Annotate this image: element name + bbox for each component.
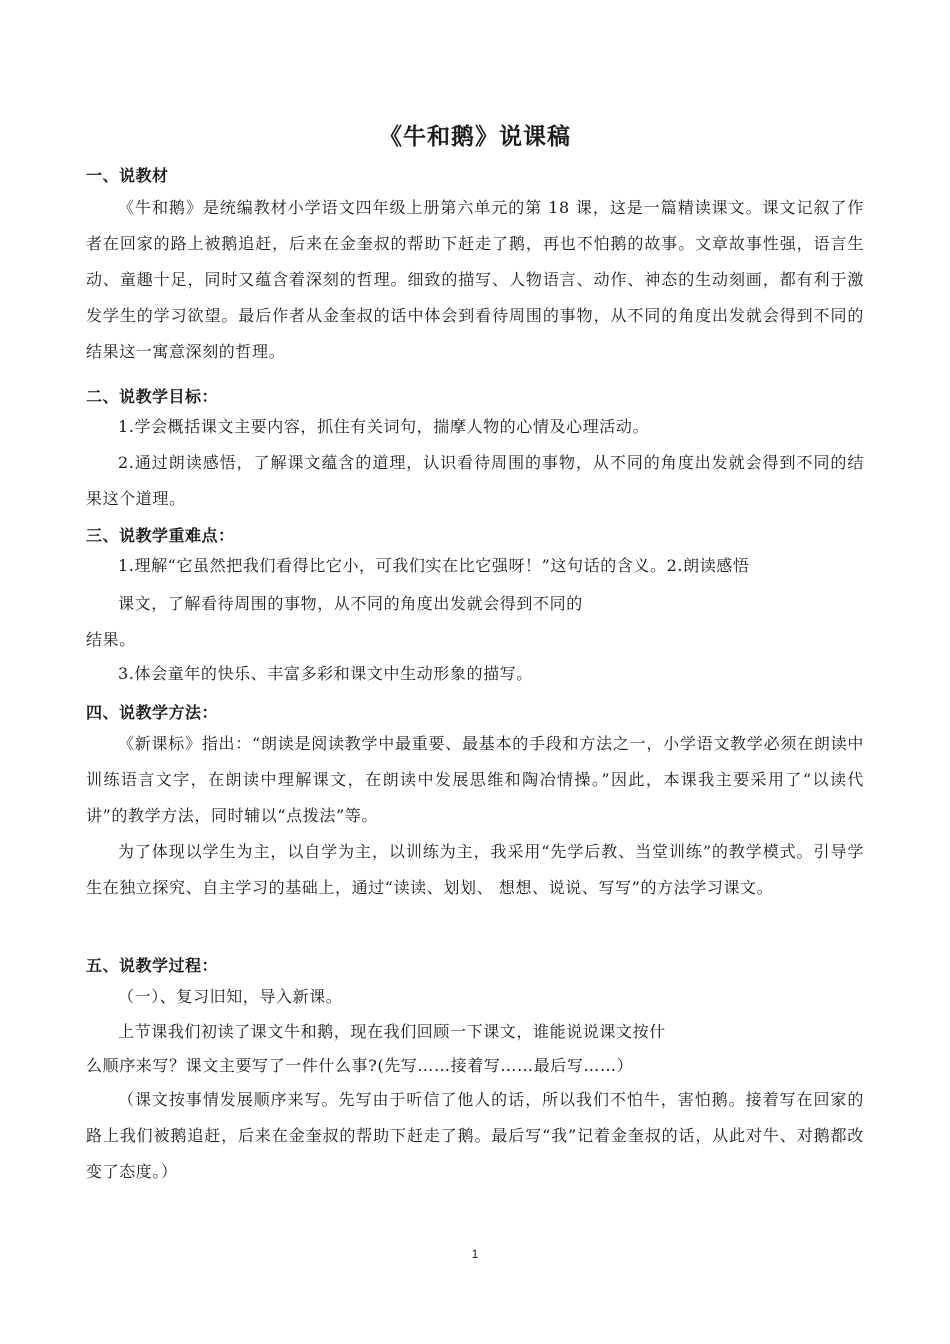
section-heading-3: 三、说教学重难点： [86, 526, 235, 545]
section-5-paragraph-3: （课文按事情发展顺序来写。先写由于听信了他人的话，所以我们不怕牛，害怕鹅。接着写在回家的路上我们被鹅追赶，后来在金奎叔的帮助下赶走了鹅。最后写“我”记着金奎叔的话，从此对牛、对鹅都改变了态度。） [86, 1090, 864, 1181]
section-4-paragraph-2: 为了体现以学生为主，以自学为主，以训练为主，我采用“先学后教、当堂训练”的教学模式。引导学生在独立探究、自主学习的基础上，通过“读读、划划、 想想、说说、写写”的方法学习课文。 [86, 842, 864, 897]
section-heading-2: 二、说教学目标： [86, 387, 219, 406]
section-2-paragraph-1: 1.学会概括课文主要内容，抓住有关词句，揣摩人物的心情及心理活动。 [118, 417, 650, 436]
section-2-paragraph-2: 2.通过朗读感悟，了解课文蕴含的道理，认识看待周围的事物，从不同的角度出发就会得到不同的结果这个道理。 [86, 453, 864, 508]
section-3-paragraph-1-line-3: 结果。 [86, 630, 136, 649]
section-3-paragraph-2: 3.体会童年的快乐、丰富多彩和课文中生动形象的描写。 [118, 664, 533, 683]
section-5-paragraph-2-line-1: 上节课我们初读了课文牛和鹅，现在我们回顾一下课文，谁能说说课文按什 [118, 1022, 666, 1041]
section-5-paragraph-2-line-2: 么顺序来写？课文主要写了一件什么事?(先写……接着写……最后写……） [86, 1056, 634, 1075]
page-number: 1 [471, 1247, 479, 1261]
section-5-paragraph-1: （一）、复习旧知，导入新课。 [118, 987, 343, 1006]
section-1-paragraph: 《牛和鹅》是统编教材小学语文四年级上册第六单元的第 18 课，这是一篇精读课文。课文记叙了作者在回家的路上被鹅追赶，后来在金奎叔的帮助下赶走了鹅，再也不怕鹅的故事。文章故事性强，语言生动、童趣十足，同时又蕴含着深刻的哲理。细致的描写、人物语言、动作、神态的生动刻画，都有利于激发学生的学习欲望。最后作者从金奎叔的话中体会到看待周围的事物，从不同的角度出发就会得到不同的结果这一寓意深刻的哲理。 [86, 198, 864, 361]
document-title: 《牛和鹅》说课稿 [379, 124, 571, 150]
section-3-paragraph-1-line-2: 课文，了解看待周围的事物，从不同的角度出发就会得到不同的 [118, 594, 583, 613]
section-4-paragraph-1: 《新课标》指出：“朗读是阅读教学中最重要、最基本的手段和方法之一，小学语文教学必须在朗读中训练语言文字，在朗读中理解课文，在朗读中发展思维和陶冶情操。”因此，本课我主要采用了“以读代讲”的教学方法，同时辅以“点拨法”等。 [86, 734, 864, 825]
section-heading-5: 五、说教学过程： [86, 956, 219, 975]
section-heading-4: 四、说教学方法： [86, 703, 219, 722]
section-3-paragraph-1-line-1: 1.理解“它虽然把我们看得比它小，可我们实在比它强呀！”这句话的含义。2.朗读感悟 [118, 556, 750, 575]
section-heading-1: 一、说教材 [86, 166, 169, 185]
